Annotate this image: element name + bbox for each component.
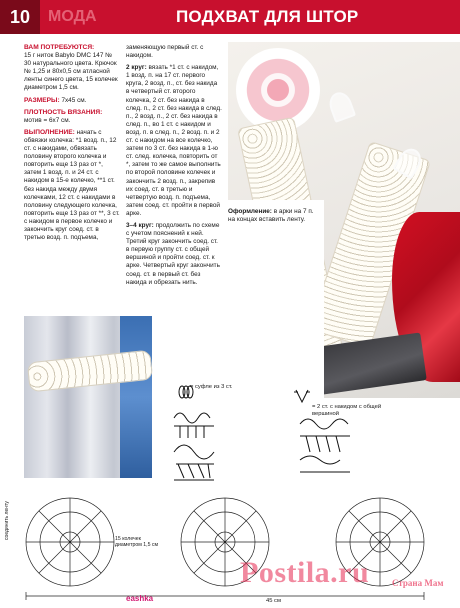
- chart-width-label: 45 см: [266, 598, 281, 604]
- chart-ring-label: 15 колечек диаметром 1,5 см: [115, 536, 159, 548]
- round34-heading: 3–4 круг:: [126, 221, 154, 229]
- execution-heading: ВЫПОЛНЕНИЕ:: [24, 128, 75, 136]
- chart-width-dimension-line: [26, 592, 424, 600]
- execution-text: начать с обвязки колечка: *1 возд. п., 12 ст. с накидами, обвязать половину второго колечка и повторить еще 13 раз от *, затем 1 возд. п. и 24 ст. с накидом в 15-е колечко, **1 ст. без накида между двумя колечками, 12 ст. с накидами в половину следующего колечка, повторить еще 13 раз от **, 3 ст. с накидом в первое колечко и закончить круг соед. ст. в третью возд. п. подъема,: [24, 128, 120, 242]
- materials-text: 15 г ниток Babylo DMC 147 № 30 натурального цвета. Крючок № 1,25 и 80х0,5 см атласной ленты синего цвета, 15 колечек диаметром 1,5 см.: [24, 52, 118, 92]
- crochet-chart: [10, 486, 450, 604]
- materials-heading: ВАМ ПОТРЕБУЮТСЯ:: [24, 44, 95, 51]
- cluster-stitch-diagram-icon: [174, 445, 214, 480]
- curtain-blue-panel: [120, 316, 152, 478]
- round34-text: продолжить по схеме с учетом пояснений к ней. Третий круг закончить соед. ст. в первую группу ст. с общей вершиной и пройти соед. ст. к арке. Четвертый круг закончить соед. ст. в первый ст. без накида и обрезать нить.: [126, 221, 220, 286]
- text-area-background: [228, 200, 324, 400]
- density-text: мотив = 6х7 см.: [24, 116, 71, 124]
- legend-puff-stitch-label: = суфле из 3 ст.: [190, 384, 233, 390]
- chart-side-label: соединить ленту: [4, 501, 10, 540]
- density-heading: ПЛОТНОСТЬ ВЯЗАНИЯ:: [24, 108, 103, 116]
- finishing-text: в арки на 7 п. на концах вставить ленту.: [228, 208, 314, 224]
- double-crochet-diagram-icon: [300, 419, 350, 472]
- round2-heading: 2 круг:: [126, 64, 147, 72]
- size-text: 7х45 см.: [61, 96, 87, 104]
- column2-intro-text: заменяющую первый ст. с накидом.: [126, 44, 204, 60]
- size-heading: РАЗМЕРЫ:: [24, 96, 60, 104]
- chain-stitch-diagram-icon: [174, 413, 214, 438]
- text-column-2: [126, 44, 222, 291]
- text-column-1: [24, 44, 120, 246]
- header-ghost-title: МОДА: [48, 8, 97, 25]
- page-number: 10: [0, 0, 40, 34]
- page-title: ПОДХВАТ ДЛЯ ШТОР: [176, 7, 359, 26]
- text-column-3: [228, 208, 320, 228]
- stitch-legend: [160, 380, 460, 490]
- double-crochet-symbol-icon: [294, 390, 310, 402]
- finishing-heading: Оформление:: [228, 208, 272, 215]
- author-watermark: eashka: [126, 594, 154, 603]
- site-watermark-tag: Страна Мам: [392, 578, 444, 588]
- site-watermark: Postila.ru: [240, 556, 370, 589]
- round2-text: вязать *1 ст. с накидом, 1 возд. п. на 17 ст. первого круга, 2 возд. п., ст. без накида в четвертый ст. второго колечка, 2 ст. без накида в след. п., 2 ст. без накида в след. п., 2 возд. п., 2 ст. без накида в след. п., во 1 ст. с накидом и возд. п. в след. п., 2 возд. п. и 2 ст. с накидом на все колечко, затем по 3 ст. без накида в 1-ю ст. след. колечка, повторить от *, затем то же самое выполнить по второй половине колечек и закончить 2 возд. п., закрепив их соед. ст. в третью и четвертую возд. п. подъема, затем соед. ст. пройти в первой арке.: [126, 64, 222, 217]
- chart-motif-left: [26, 498, 114, 586]
- legend-double-crochet-label: = 2 ст. с накидом с общей вершиной: [312, 404, 382, 417]
